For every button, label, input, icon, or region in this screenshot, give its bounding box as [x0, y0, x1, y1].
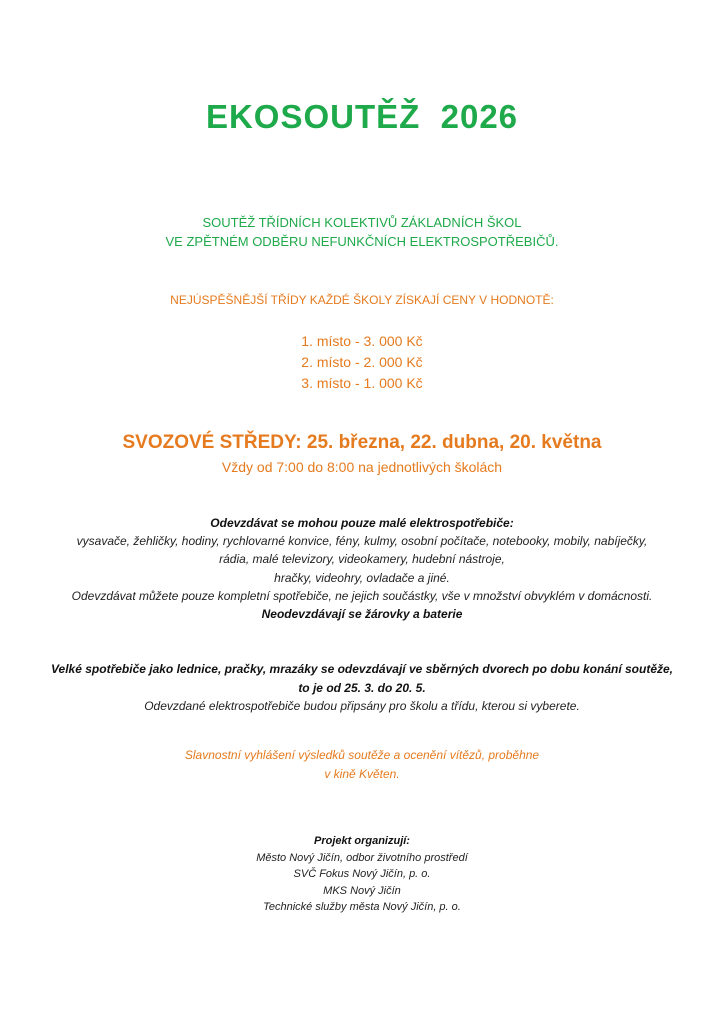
organizers-heading: Projekt organizují: [314, 835, 410, 847]
small-appliances-heading: Odevzdávat se mohou pouze malé elektrospotřebiče: [210, 516, 514, 530]
prize-first-place: 1. místo - 3. 000 Kč [301, 333, 423, 349]
organizer-item: SVČ Fokus Nový Jičín, p. o. [293, 868, 431, 880]
collection-dates-heading: SVOZOVÉ STŘEDY: 25. března, 22. dubna, 20. května [122, 432, 602, 453]
large-appliances-line-2: to je od 25. 3. do 20. 5. [298, 680, 426, 695]
small-appliances-list-3: hračky, videohry, ovladače a jiné. [274, 570, 450, 585]
prize-list [0, 331, 724, 394]
collection-time: Vždy od 7:00 do 8:00 na jednotlivých školách [221, 459, 503, 475]
exclusion-note: Neodevzdávají se žárovky a baterie [261, 607, 463, 622]
ceremony-line-2: v kině Květen. [324, 766, 400, 781]
large-appliances-line-3: Odevzdané elektrospotřebiče budou připsány pro školu a třídu, kterou si vyberete. [144, 699, 580, 713]
subtitle-line-1: SOUTĚŽ TŘÍDNÍCH KOLEKTIVŮ ZÁKLADNÍCH ŠKOL [202, 215, 522, 230]
small-appliances-note: Odevzdávat můžete pouze kompletní spotřebiče, ne jejich součástky, vše v množství obvyklém v domácnosti. [71, 588, 653, 603]
organizer-item: Technické služby města Nový Jičín, p. o. [263, 901, 461, 913]
organizer-item: Město Nový Jičín, odbor životního prostředí [256, 851, 468, 864]
competition-subtitle [0, 213, 724, 251]
small-appliances-section [0, 514, 724, 623]
large-appliances-section [0, 660, 724, 716]
ceremony-line-1: Slavnostní vyhlášení výsledků soutěže a ocenění vítězů, proběhne [184, 748, 540, 762]
large-appliances-line-1: Velké spotřebiče jako lednice, pračky, mrazáky se odevzdávají ve sběrných dvorech po dobu konání soutěže, [50, 662, 673, 676]
page-title: EKOSOUTĚŽ 2026 [205, 98, 519, 135]
prize-second-place: 2. místo - 2. 000 Kč [301, 354, 423, 370]
small-appliances-list-2: rádia, malé televizory, videokamery, hudební nástroje, [219, 552, 505, 567]
organizer-item: MKS Nový Jičín [323, 884, 401, 897]
prize-intro: NEJÚSPĚŠNĚJŠÍ TŘÍDY KAŽDÉ ŠKOLY ZÍSKAJÍ CENY V HODNOTĚ: [170, 293, 554, 307]
subtitle-line-2: VE ZPĚTNÉM ODBĚRU NEFUNKČNÍCH ELEKTROSPOTŘEBIČŮ. [165, 234, 559, 249]
ceremony-announcement [0, 746, 724, 783]
small-appliances-list-1: vysavače, žehličky, hodiny, rychlovarné konvice, fény, kulmy, osobní počítače, notebooky, mobily, nabíječky, [76, 534, 648, 549]
prize-third-place: 3. místo - 1. 000 Kč [301, 375, 423, 391]
organizers-section [0, 833, 724, 916]
